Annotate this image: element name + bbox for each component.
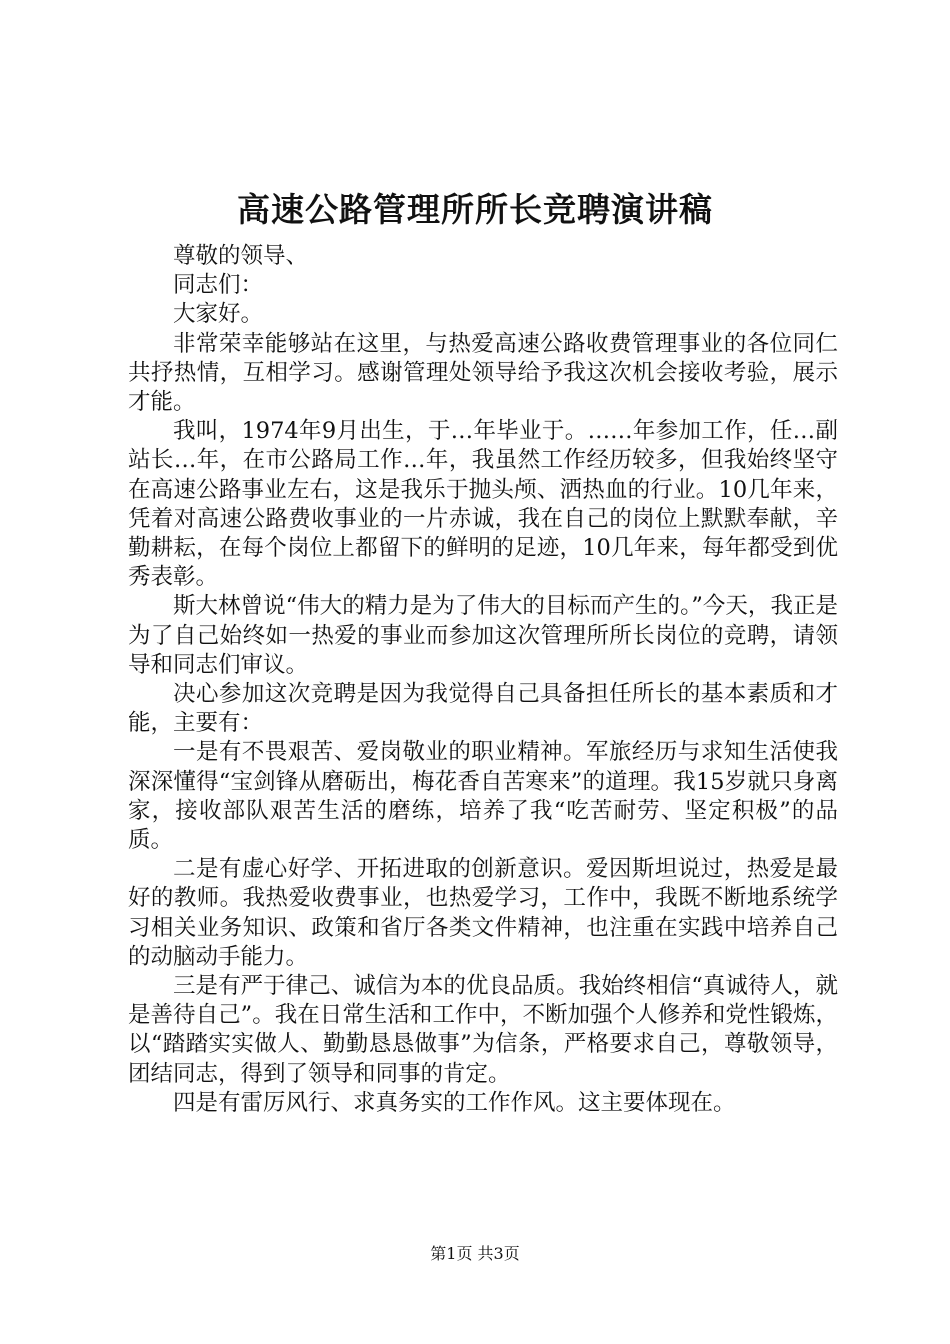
paragraph: 非常荣幸能够站在这里，与热爱高速公路收费管理事业的各位同仁共抒热情，互相学习。感谢管理处领导给予我这次机会接收考验，展示才能。 [128, 330, 838, 416]
salutation-line-1: 尊敬的领导、 [173, 243, 309, 269]
paragraph: 二是有虚心好学、开拓进取的创新意识。爱因斯坦说过，热爱是最好的教师。我热爱收费事业，也热爱学习，工作中，我既不断地系统学习相关业务知识、政策和省厅各类文件精神，也注重在实践中培养自己的动脑动手能力。 [128, 856, 838, 970]
paragraph: 三是有严于律己、诚信为本的优良品质。我始终相信“真诚待人，就是善待自己”。我在日常生活和工作中，不断加强个人修养和党性锻炼，以“踏踏实实做人、勤勤恳恳做事”为信条，严格要求自己，尊敬领导，团结同志，得到了领导和同事的肯定。 [128, 973, 838, 1087]
greeting: 大家好。 [173, 301, 264, 328]
paragraph: 我叫，1974年9月出生，于…年毕业于。……年参加工作，任…副站长…年，在市公路局工作…年，我虽然工作经历较多，但我始终坚守在高速公路事业左右，这是我乐于抛头颅、洒热血的行业。10几年来，凭着对高速公路费收事业的一片赤诚，我在自己的岗位上默默奉献，辛勤耕耘，在每个岗位上都留下的鲜明的足迹，10几年来，每年都受到优秀表彰。 [128, 418, 838, 591]
salutation-line-2: 同志们： [173, 272, 264, 299]
paragraph: 决心参加这次竞聘是因为我觉得自己具备担任所长的基本素质和才能，主要有： [128, 681, 838, 737]
document-body [128, 242, 838, 1118]
paragraph: 四是有雷厉风行、求真务实的工作作风。这主要体现在。 [173, 1089, 736, 1116]
paragraph: 斯大林曾说“伟大的精力是为了伟大的目标而产生的。”今天，我正是为了自己始终如一热爱的事业而参加这次管理所所长岗位的竞聘，请领导和同志们审议。 [128, 593, 838, 678]
paragraph: 一是有不畏艰苦、爱岗敬业的职业精神。军旅经历与求知生活使我深深懂得“宝剑锋从磨砺出，梅花香自苦寒来”的道理。我15岁就只身离家，接收部队艰苦生活的磨练，培养了我“吃苦耐劳、坚定积极”的品质。 [128, 739, 838, 854]
page-footer: 第1页 共3页 [430, 1244, 520, 1263]
document-title: 高速公路管理所所长竞聘演讲稿 [237, 190, 713, 229]
